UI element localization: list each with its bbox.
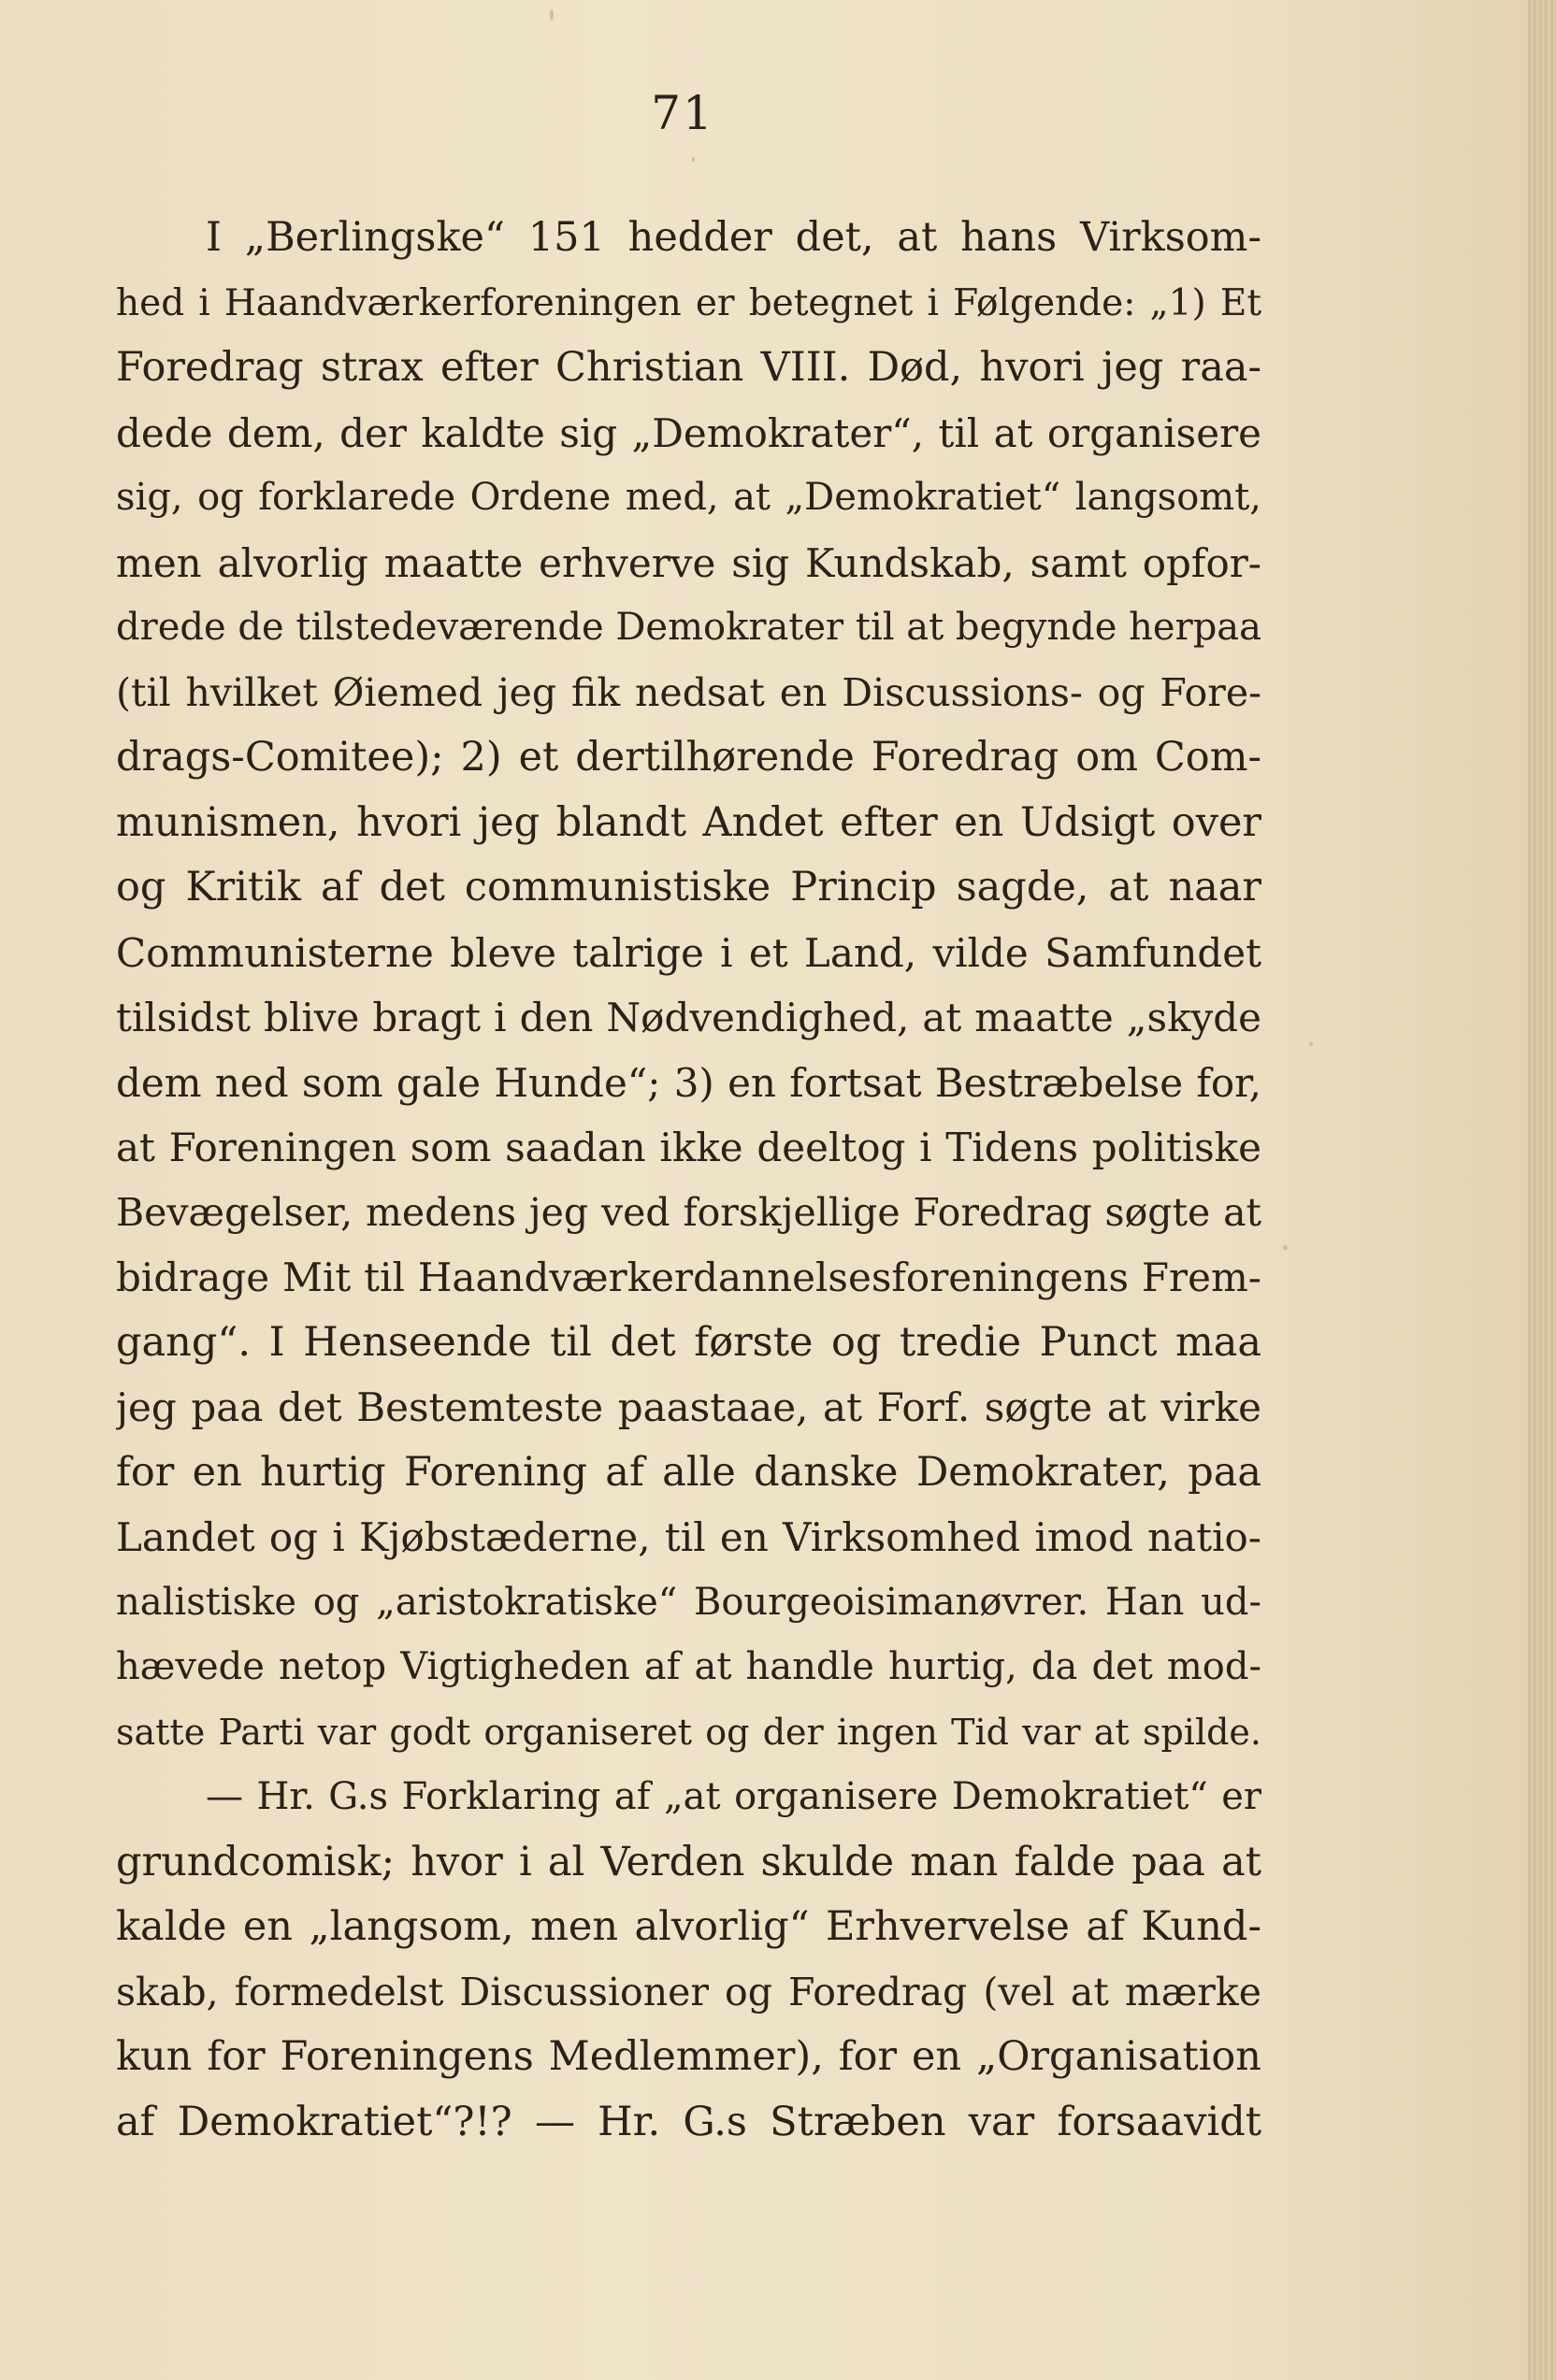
- book-page-edge: [1528, 0, 1556, 2380]
- paper-spot: [692, 157, 695, 162]
- text-line: (til hvilket Øiemed jeg fik nedsat en Discussions- og Fore-: [116, 669, 1261, 715]
- text-line: drede de tilstedeværende Demokrater til at begynde herpaa: [116, 606, 1261, 649]
- text-line: drags-Comitee); 2) et dertilhørende Foredrag om Com-: [116, 734, 1261, 781]
- text-line: Communisterne bleve talrige i et Land, vilde Samfundet: [116, 929, 1261, 976]
- text-line: Foredrag strax efter Christian VIII. Død, hvori jeg raa-: [116, 344, 1261, 391]
- text-line: men alvorlig maatte erhverve sig Kundskab, samt opfor-: [116, 539, 1261, 586]
- text-line: I „Berlingske“ 151 hedder det, at hans Virksom-: [206, 214, 1261, 261]
- text-line: — Hr. G.s Forklaring af „at organisere Demokratiet“ er: [206, 1775, 1261, 1818]
- text-line: for en hurtig Forening af alle danske Demokrater, paa: [116, 1448, 1261, 1496]
- text-line: sig, og forklarede Ordene med, at „Demokratiet“ langsomt,: [116, 476, 1261, 519]
- text-line: af Demokratiet“?!? — Hr. G.s Stræben var forsaavidt: [116, 2098, 1261, 2145]
- paper-spot: [550, 9, 554, 21]
- text-line: nalistiske og „aristokratiske“ Bourgeoisimanøvrer. Han ud-: [116, 1580, 1261, 1624]
- text-line: satte Parti var godt organiseret og der ingen Tid var at spilde.: [116, 1711, 1261, 1753]
- text-line: Landet og i Kjøbstæderne, til en Virksomhed imod natio-: [116, 1514, 1261, 1560]
- text-line: at Foreningen som saadan ikke deeltog i Tidens politiske: [116, 1125, 1261, 1170]
- text-line: kun for Foreningens Medlemmer), for en „Organisation: [116, 2033, 1261, 2080]
- text-line: gang“. I Henseende til det første og tredie Punct maa: [116, 1318, 1261, 1366]
- text-line: skab, formedelst Discussioner og Foredrag (vel at mærke: [116, 1969, 1261, 2014]
- paper-spot: [1309, 1042, 1313, 1046]
- text-line: munismen, hvori jeg blandt Andet efter en Udsigt over: [116, 798, 1261, 846]
- text-line: jeg paa det Bestemteste paastaae, at Forf. søgte at virke: [116, 1384, 1261, 1430]
- text-line: grundcomisk; hvor i al Verden skulde man falde paa at: [116, 1838, 1261, 1885]
- text-line: hævede netop Vigtigheden af at handle hurtig, da det mod-: [116, 1645, 1261, 1688]
- text-line: hed i Haandværkerforeningen er betegnet i Følgende: „1) Et: [116, 281, 1261, 324]
- body-text: [116, 206, 1261, 2155]
- text-line: kalde en „langsom, men alvorlig“ Erhvervelse af Kund-: [116, 1903, 1261, 1950]
- text-line: tilsidst blive bragt i den Nødvendighed, at maatte „skyde: [116, 995, 1261, 1040]
- text-line: dem ned som gale Hunde“; 3) en fortsat Bestræbelse for,: [116, 1059, 1261, 1106]
- text-line: Bevægelser, medens jeg ved forskjellige Foredrag søgte at: [116, 1189, 1261, 1235]
- page-number: 71: [651, 86, 714, 140]
- text-line: og Kritik af det communistiske Princip sagde, at naar: [116, 864, 1261, 910]
- paper-spot: [1283, 1245, 1288, 1250]
- text-line: bidrage Mit til Haandværkerdannelsesforeningens Frem-: [116, 1255, 1261, 1300]
- text-line: dede dem, der kaldte sig „Demokrater“, til at organisere: [116, 409, 1261, 456]
